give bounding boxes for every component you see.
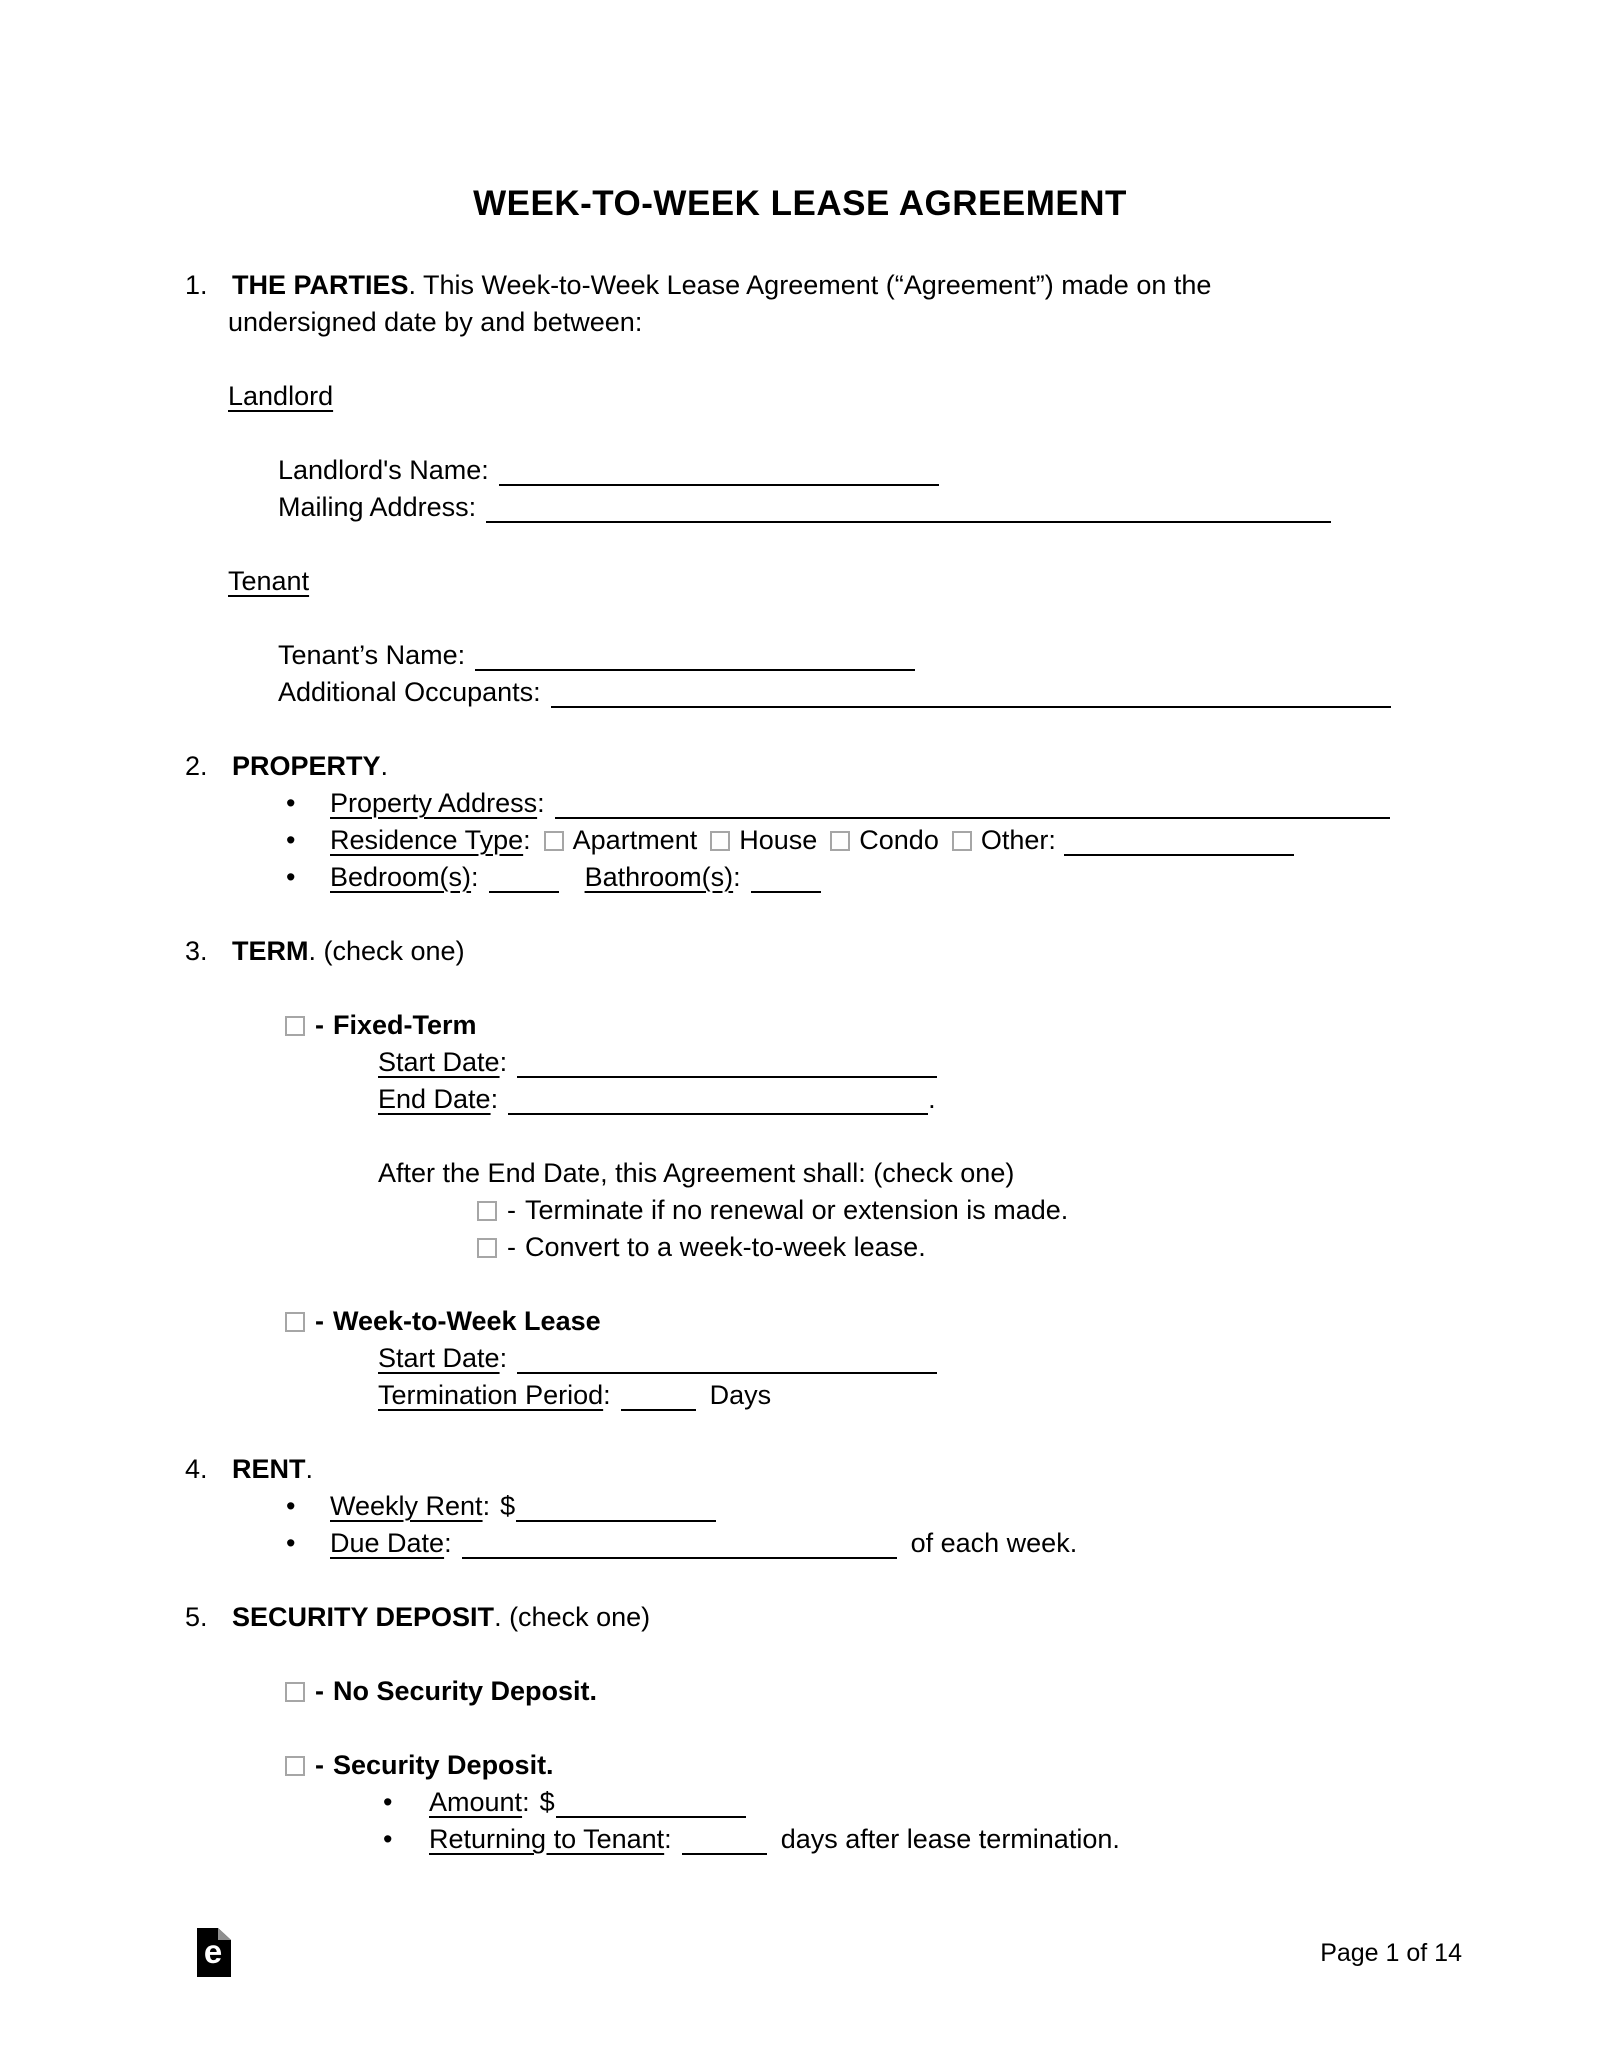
dollar-sign: $: [500, 1491, 516, 1521]
convert-option-label: Convert to a week-to-week lease.: [525, 1232, 926, 1262]
section-number: 1.: [185, 270, 208, 300]
colon: :: [537, 788, 545, 818]
colon: :: [499, 1047, 508, 1077]
residence-type-label: Residence Type: [330, 825, 524, 855]
end-date-blank-field: [508, 1085, 928, 1115]
property-address-row: [185, 785, 1475, 822]
terminate-option-label: Terminate if no renewal or extension is made.: [525, 1195, 1069, 1225]
mailing-address-blank-field: [486, 493, 1331, 523]
termination-period-label: Termination Period: [378, 1380, 604, 1410]
fixed-term-checkbox[interactable]: [285, 1016, 305, 1036]
landlord-name-label: Landlord's Name:: [278, 455, 489, 485]
additional-occupants-label: Additional Occupants:: [278, 677, 541, 707]
no-security-deposit-checkbox[interactable]: [285, 1682, 305, 1702]
end-date-label: End Date: [378, 1084, 491, 1114]
mailing-address-row: [185, 489, 1475, 526]
fixed-term-label: Fixed-Term: [333, 1010, 477, 1040]
colon: :: [471, 862, 479, 892]
other-blank-field: [1064, 826, 1294, 856]
document-body: [185, 267, 1475, 1858]
colon: :: [490, 1084, 499, 1114]
start-date-blank-field: [517, 1048, 937, 1078]
dash: -: [315, 1010, 324, 1040]
landlord-heading-row: [185, 378, 1475, 415]
security-deposit-label: Security Deposit.: [333, 1750, 554, 1780]
w2w-start-date-row: [185, 1340, 1475, 1377]
section-parties-heading: [185, 267, 1475, 304]
days-suffix: Days: [709, 1380, 772, 1410]
additional-occupants-row: [185, 674, 1475, 711]
colon: :: [733, 862, 741, 892]
amount-blank-field: [556, 1788, 746, 1818]
tenant-name-row: [185, 637, 1475, 674]
due-date-blank-field: [462, 1529, 897, 1559]
residence-type-row: [185, 822, 1475, 859]
section-heading-note: . (check one): [308, 936, 465, 966]
termination-period-blank-field: [621, 1381, 696, 1411]
house-checkbox[interactable]: [710, 831, 730, 851]
section-number: 4.: [185, 1454, 208, 1484]
tenant-name-blank-field: [475, 641, 915, 671]
eforms-logo-letter: e: [203, 1933, 223, 1970]
returning-to-tenant-row: [185, 1821, 1475, 1858]
convert-option-row: [185, 1229, 1475, 1266]
section-heading-period: .: [380, 751, 389, 781]
colon: :: [499, 1343, 508, 1373]
additional-occupants-blank-field: [551, 678, 1391, 708]
weekly-rent-label: Weekly Rent: [330, 1491, 483, 1521]
due-date-suffix: of each week.: [910, 1528, 1078, 1558]
section-intro-text: . This Week-to-Week Lease Agreement (“Agreement”) made on the: [408, 270, 1212, 300]
section-heading-label: RENT: [232, 1454, 306, 1484]
termination-period-row: [185, 1377, 1475, 1414]
colon: :: [603, 1380, 611, 1410]
colon: :: [523, 825, 531, 855]
other-option-label: Other:: [980, 825, 1056, 855]
weekly-rent-blank-field: [516, 1492, 716, 1522]
page-number: Page 1 of 14: [1320, 1939, 1462, 1967]
section-heading-label: TERM: [232, 936, 309, 966]
condo-option-label: Condo: [859, 825, 939, 855]
eforms-logo: [197, 1928, 231, 1977]
apartment-checkbox[interactable]: [544, 831, 564, 851]
section-heading-label: THE PARTIES: [232, 270, 409, 300]
tenant-heading: Tenant: [228, 566, 310, 596]
section-security-deposit-heading: [185, 1599, 1475, 1636]
after-end-date-text: After the End Date, this Agreement shall: (check one): [378, 1158, 1015, 1188]
amount-label: Amount: [429, 1787, 523, 1817]
tenant-heading-row: [185, 563, 1475, 600]
fixed-term-start-date-row: [185, 1044, 1475, 1081]
colon: :: [522, 1787, 530, 1817]
landlord-name-blank-field: [499, 456, 939, 486]
deposit-amount-row: [185, 1784, 1475, 1821]
dash: -: [315, 1306, 324, 1336]
convert-checkbox[interactable]: [477, 1238, 497, 1258]
section-number: 2.: [185, 751, 208, 781]
section-heading-label: SECURITY DEPOSIT: [232, 1602, 495, 1632]
start-date-label: Start Date: [378, 1343, 500, 1373]
week-to-week-label: Week-to-Week Lease: [333, 1306, 601, 1336]
landlord-name-row: [185, 452, 1475, 489]
colon: :: [664, 1824, 672, 1854]
week-to-week-checkbox[interactable]: [285, 1312, 305, 1332]
colon: :: [444, 1528, 452, 1558]
fixed-term-end-date-row: [185, 1081, 1475, 1118]
section-rent-heading: [185, 1451, 1475, 1488]
landlord-heading: Landlord: [228, 381, 334, 411]
property-address-label: Property Address: [330, 788, 538, 818]
section-heading-label: PROPERTY: [232, 751, 381, 781]
terminate-option-row: [185, 1192, 1475, 1229]
dash: -: [315, 1750, 324, 1780]
bathrooms-label: Bathroom(s): [584, 862, 734, 892]
section-intro-text-line2: undersigned date by and between:: [228, 307, 643, 337]
tenant-name-label: Tenant’s Name:: [278, 640, 466, 670]
security-deposit-row: [185, 1747, 1475, 1784]
returning-to-tenant-label: Returning to Tenant: [429, 1824, 665, 1854]
dash: -: [315, 1676, 324, 1706]
terminate-checkbox[interactable]: [477, 1201, 497, 1221]
page-title: WEEK-TO-WEEK LEASE AGREEMENT: [473, 184, 1127, 223]
bedrooms-blank-field: [489, 863, 559, 893]
dollar-sign: $: [539, 1787, 555, 1817]
section-heading-note: . (check one): [494, 1602, 651, 1632]
start-date-label: Start Date: [378, 1047, 500, 1077]
weekly-rent-row: [185, 1488, 1475, 1525]
no-security-deposit-label: No Security Deposit.: [333, 1676, 598, 1706]
condo-checkbox[interactable]: [830, 831, 850, 851]
no-security-deposit-row: [185, 1673, 1475, 1710]
due-date-row: [185, 1525, 1475, 1562]
property-address-blank-field: [555, 789, 1390, 819]
colon: :: [482, 1491, 491, 1521]
week-to-week-option-row: [185, 1303, 1475, 1340]
bedrooms-label: Bedroom(s): [330, 862, 472, 892]
due-date-label: Due Date: [330, 1528, 445, 1558]
house-option-label: House: [739, 825, 818, 855]
returning-days-blank-field: [682, 1825, 767, 1855]
dash: -: [507, 1232, 516, 1262]
mailing-address-label: Mailing Address:: [278, 492, 477, 522]
apartment-option-label: Apartment: [572, 825, 698, 855]
period: .: [928, 1084, 936, 1114]
section-heading-period: .: [305, 1454, 314, 1484]
bathrooms-blank-field: [751, 863, 821, 893]
fixed-term-option-row: [185, 1007, 1475, 1044]
section-property-heading: [185, 748, 1475, 785]
bedrooms-bathrooms-row: [185, 859, 1475, 896]
w2w-start-date-blank-field: [517, 1344, 937, 1374]
section-number: 5.: [185, 1602, 208, 1632]
security-deposit-checkbox[interactable]: [285, 1756, 305, 1776]
other-checkbox[interactable]: [952, 831, 972, 851]
returning-suffix: days after lease termination.: [780, 1824, 1120, 1854]
section-term-heading: [185, 933, 1475, 970]
section-number: 3.: [185, 936, 208, 966]
dash: -: [507, 1195, 516, 1225]
